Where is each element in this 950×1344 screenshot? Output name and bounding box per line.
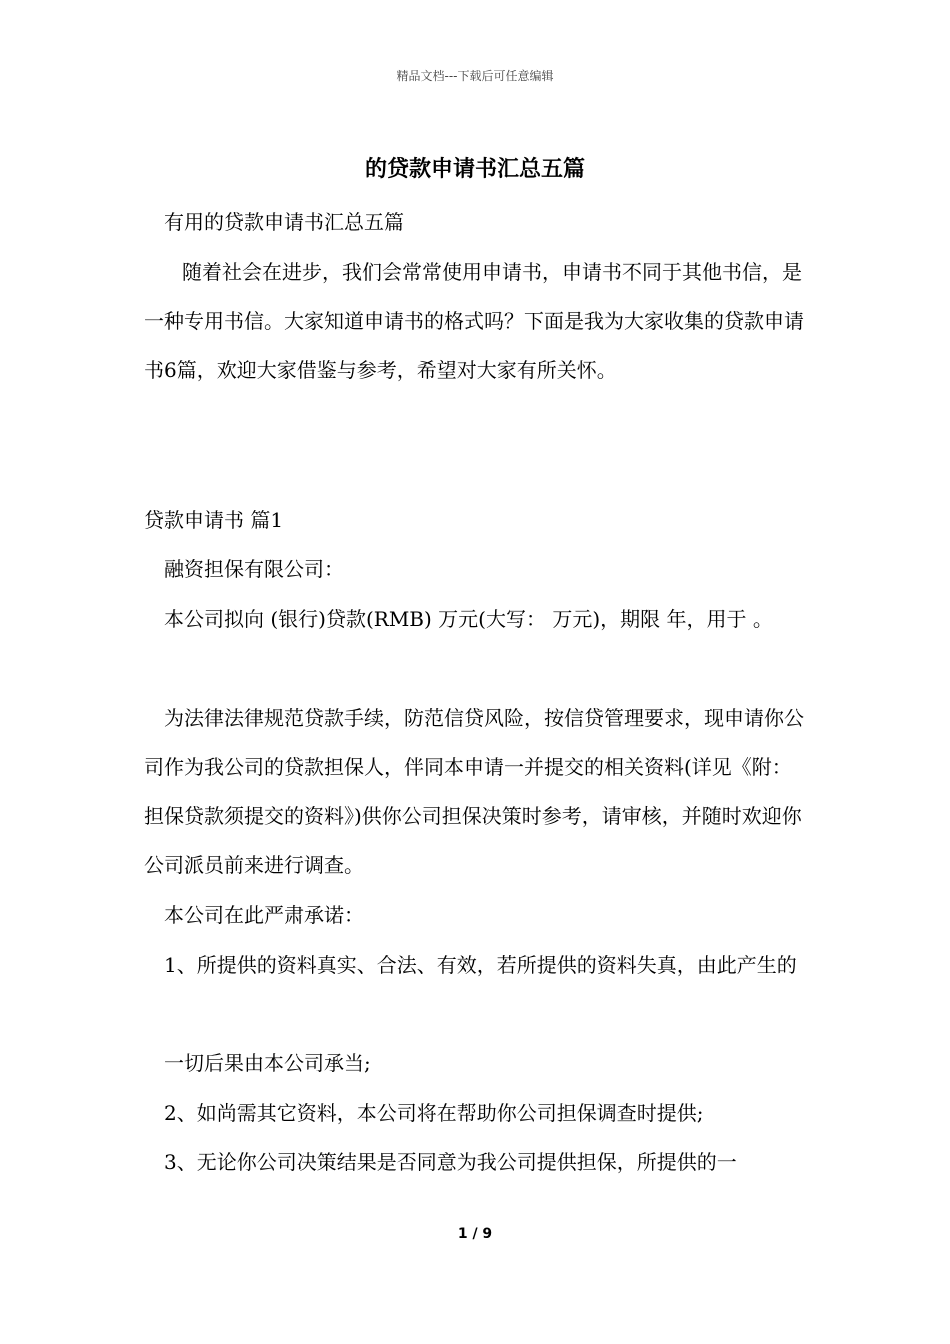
header-note: 精品文档---下载后可任意编辑 [396, 69, 554, 83]
document-subtitle: 有用的贷款申请书汇总五篇 [164, 210, 404, 234]
commitment-heading: 本公司在此严肃承诺： [164, 903, 364, 927]
page-indicator: 1 / 9 [457, 1226, 493, 1242]
guarantee-request-paragraph: 为法律法律规范贷款手续，防范信贷风险，按信贷管理要求，现申请你公司作为我公司的贷款担保人，伴同本申请一并提交的相关资料(详见《附：担保贷款须提交的资料》)供你公司担保决策时参考，请审核，并随时欢迎你公司派员前来进行调查。 [144, 706, 804, 877]
section-heading: 贷款申请书 篇1 [144, 508, 284, 532]
commitment-item-2: 2、如尚需其它资料，本公司将在帮助你公司担保调查时提供; [164, 1101, 704, 1125]
addressee-line: 融资担保有限公司： [164, 557, 344, 581]
intro-paragraph: 随着社会在进步，我们会常常使用申请书，申请书不同于其他书信，是一种专用书信。大家知道申请书的格式吗？下面是我为大家收集的贷款申请书6篇，欢迎大家借鉴与参考，希望对大家有所关怀。 [144, 260, 804, 382]
loan-request-paragraph: 本公司拟向 (银行)贷款(RMB) 万元(大写： 万元)，期限 年，用于 。 [164, 607, 773, 631]
commitment-item-1: 1、所提供的资料真实、合法、有效，若所提供的资料失真，由此产生的 [164, 953, 797, 977]
commitment-item-1-continued: 一切后果由本公司承当; [164, 1051, 371, 1075]
commitment-item-3: 3、无论你公司决策结果是否同意为我公司提供担保，所提供的一 [164, 1150, 737, 1174]
document-title: 的贷款申请书汇总五篇 [364, 156, 585, 182]
